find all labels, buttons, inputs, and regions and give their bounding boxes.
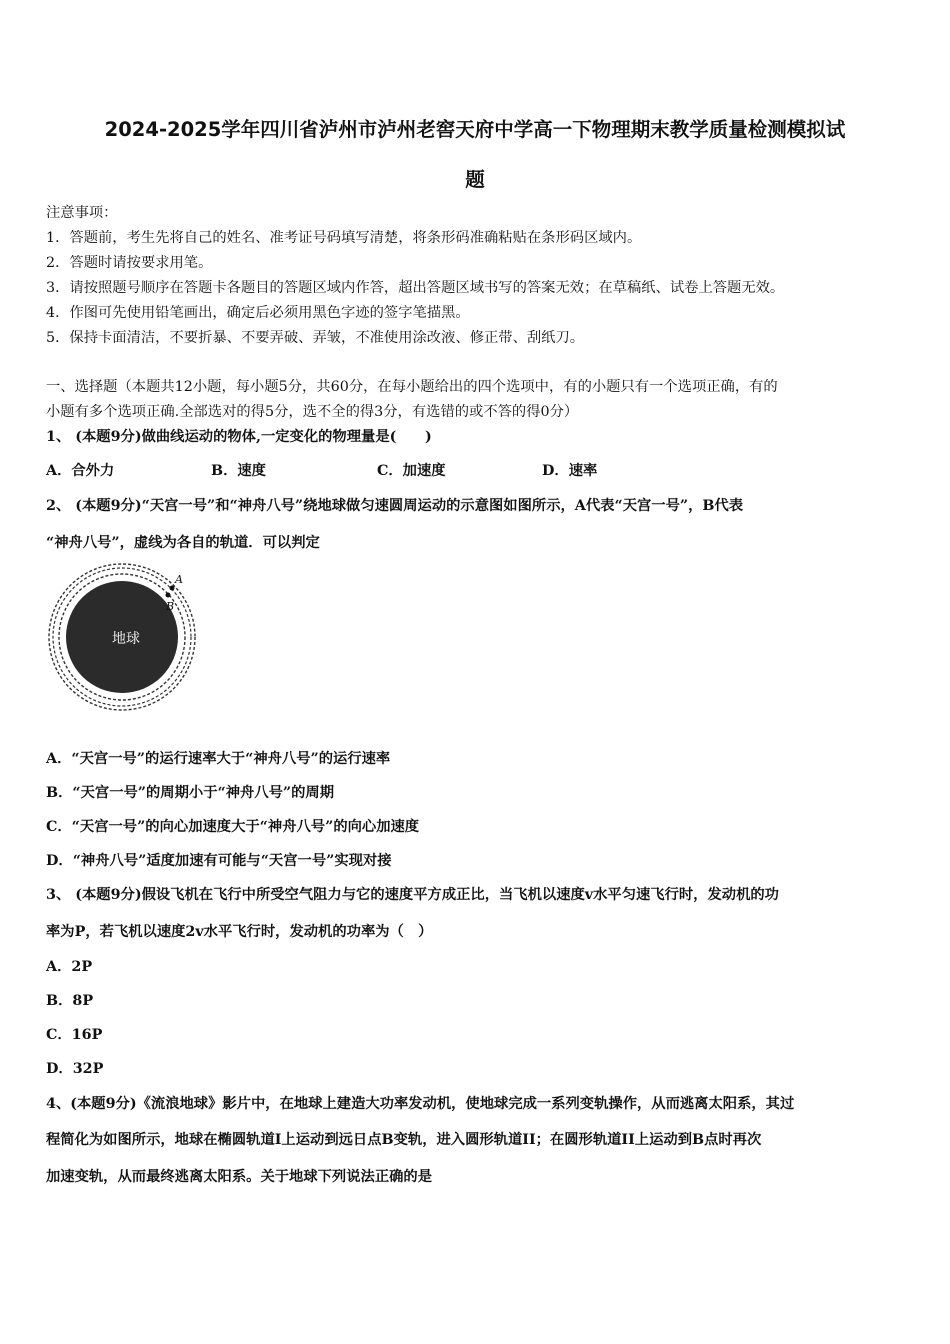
q1-option-a: A．合外力 bbox=[46, 463, 115, 479]
q4-stem-line2: 程简化为如图所示，地球在椭圆轨道I上运动到远日点B变轨，进入圆形轨道II；在圆形轨道II上运动到B点时再次 bbox=[46, 1132, 762, 1148]
q2-option-c: C．“天宫一号”的向心加速度大于“神舟八号”的向心加速度 bbox=[46, 819, 420, 835]
earth-label: 地球 bbox=[112, 631, 140, 647]
section-instructions-line2: 小题有多个选项正确.全部选对的得5分，选不全的得3分，有选错的或不答的得0分） bbox=[46, 404, 579, 420]
label-b: B bbox=[166, 600, 175, 613]
q4-stem-line3: 加速变轨，从而最终逃离太阳系。关于地球下列说法正确的是 bbox=[46, 1169, 433, 1185]
q4-stem-line1: 4、(本题9分)《流浪地球》影片中，在地球上建造大功率发动机，使地球完成一系列变轨操作，从而逃离太阳系，其过 bbox=[46, 1096, 795, 1112]
q2-orbit-figure bbox=[44, 558, 204, 718]
q2-option-a: A．“天宫一号”的运行速率大于“神舟八号”的运行速率 bbox=[46, 751, 391, 767]
notice-item-3: 3．请按照题号顺序在答题卡各题目的答题区域内作答，超出答题区域书写的答案无效；在草稿纸、试卷上答题无效。 bbox=[46, 280, 785, 296]
q3-stem-line2: 率为P，若飞机以速度2v水平飞行时，发动机的功率为（ ） bbox=[46, 924, 433, 940]
q1-option-b: B．速度 bbox=[211, 463, 266, 479]
q2-option-b: B．“天宫一号”的周期小于“神舟八号”的周期 bbox=[46, 785, 335, 801]
document-title-line1: 2024-2025学年四川省泸州市泸州老窖天府中学高一下物理期末教学质量检测模拟试 bbox=[104, 118, 846, 141]
q1-option-c: C．加速度 bbox=[377, 463, 446, 479]
document-title-line2: 题 bbox=[465, 168, 485, 191]
notice-item-2: 2．答题时请按要求用笔。 bbox=[46, 255, 213, 271]
section-instructions-line1: 一、选择题（本题共12小题，每小题5分，共60分，在每小题给出的四个选项中，有的小题只有一个选项正确，有的 bbox=[46, 379, 778, 395]
notice-item-4: 4．作图可先使用铅笔画出，确定后必须用黑色字迹的签字笔描黑。 bbox=[46, 305, 470, 321]
q1-stem: 1、 (本题9分)做曲线运动的物体,一定变化的物理量是( ) bbox=[46, 429, 432, 445]
q3-option-b: B．8P bbox=[46, 993, 94, 1009]
notice-heading: 注意事项： bbox=[46, 205, 118, 221]
q3-option-c: C．16P bbox=[46, 1027, 103, 1043]
q2-stem-line1: 2、 (本题9分)“天宫一号”和“神舟八号”绕地球做匀速圆周运动的示意图如图所示，A代表“天宫一号”，B代表 bbox=[46, 498, 744, 514]
notice-item-1: 1．答题前，考生先将自己的姓名、准考证号码填写清楚，将条形码准确粘贴在条形码区域内。 bbox=[46, 230, 642, 246]
label-a: A bbox=[175, 573, 183, 586]
q3-option-a: A．2P bbox=[46, 959, 93, 975]
satellite-a bbox=[170, 586, 175, 591]
q1-option-d: D．速率 bbox=[542, 463, 598, 479]
notice-item-5: 5．保持卡面清洁，不要折暴、不要弄破、弄皱，不准使用涂改液、修正带、刮纸刀。 bbox=[46, 330, 585, 346]
q2-stem-line2: “神舟八号”，虚线为各自的轨道．可以判定 bbox=[46, 535, 320, 551]
q3-stem-line1: 3、 (本题9分)假设飞机在飞行中所受空气阻力与它的速度平方成正比，当飞机以速度v水平匀速飞行时，发动机的功 bbox=[46, 887, 779, 903]
satellite-b bbox=[166, 593, 171, 598]
q3-option-d: D．32P bbox=[46, 1061, 104, 1077]
q2-option-d: D．“神舟八号”适度加速有可能与“天宫一号”实现对接 bbox=[46, 853, 392, 869]
